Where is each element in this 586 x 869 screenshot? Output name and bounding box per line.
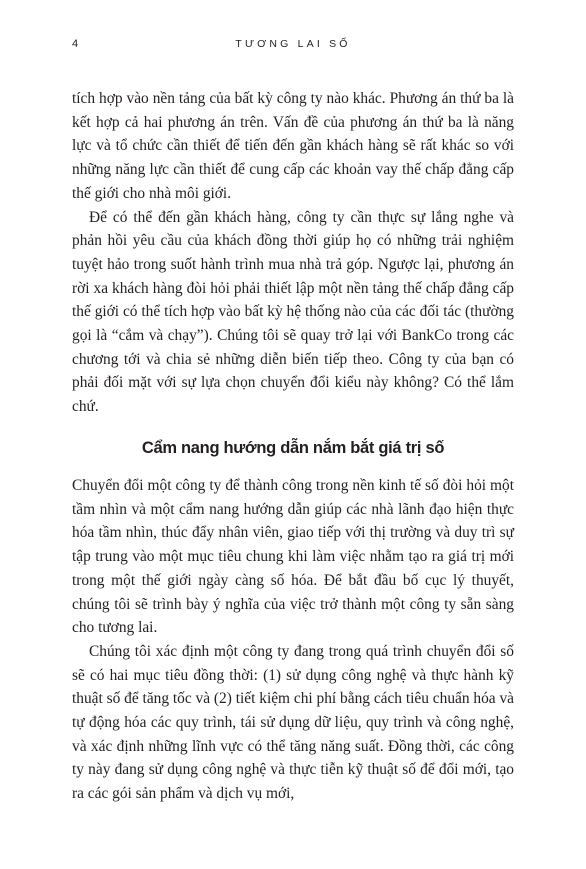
body-text-block-2 xyxy=(72,474,514,806)
paragraph-continued: tích hợp vào nền tảng của bất kỳ công ty nào khác. Phương án thứ ba là kết hợp cả hai phương án trên. Vấn đề của phương án thứ ba là năng lực và tổ chức cần thiết để tiến đến gần khách hàng sẽ rất khác so với những năng lực cần thiết để cung cấp các khoản vay thế chấp đẳng cấp thế giới cho nhà môi giới. xyxy=(72,90,514,202)
paragraph-first: Chuyển đổi một công ty để thành công trong nền kinh tế số đòi hỏi một tầm nhìn và một cẩm nang hướng dẫn giúp các nhà lãnh đạo hiện thực hóa tầm nhìn, thúc đẩy nhân viên, giao tiếp với thị trường và duy trì sự tập trung vào một mục tiêu chung khi làm việc nhằm tạo ra giá trị mới trong một thế giới ngày càng số hóa. Để bắt đầu bố cục lý thuyết, chúng tôi sẽ trình bày ý nghĩa của việc trở thành một công ty sẵn sàng cho tương lai. xyxy=(72,477,514,637)
section-heading: Cẩm nang hướng dẫn nắm bắt giá trị số xyxy=(141,439,445,457)
body-text-block-1 xyxy=(72,87,514,419)
running-header: TƯƠNG LAI SỐ xyxy=(235,38,351,50)
page-number: 4 xyxy=(72,38,80,50)
paragraph: Để có thể đến gần khách hàng, công ty cần thực sự lắng nghe và phản hồi yêu cầu của khách đồng thời giúp họ có những trải nghiệm tuyệt hảo trong suốt hành trình mua nhà trả góp. Ngược lại, phương án rời xa khách hàng đòi hỏi phải thiết lập một nền tảng thế chấp đẳng cấp thế giới có thể tích hợp vào bất kỳ hệ thống nào của các đối tác (thường gọi là “cắm và chạy”). Chúng tôi sẽ quay trở lại với BankCo trong các chương tới và chia sẻ những diễn biến tiếp theo. Công ty của bạn có phải đối mặt với sự lựa chọn chuyển đổi kiểu này không? Có thể lắm chứ. xyxy=(72,208,514,416)
paragraph: Chúng tôi xác định một công ty đang trong quá trình chuyển đổi số sẽ có hai mục tiêu đồng thời: (1) sử dụng công nghệ và thực hành kỹ thuật số để tăng tốc và (2) tiết kiệm chi phí bằng cách tiêu chuẩn hóa và tự động hóa các quy trình, tái sử dụng dữ liệu, quy trình và công nghệ, và xác định những lĩnh vực có thể tăng năng suất. Đồng thời, các công ty này đang sử dụng công nghệ và thực tiễn kỹ thuật số để đổi mới, tạo ra các gói sản phẩm và dịch vụ mới, xyxy=(72,642,514,803)
